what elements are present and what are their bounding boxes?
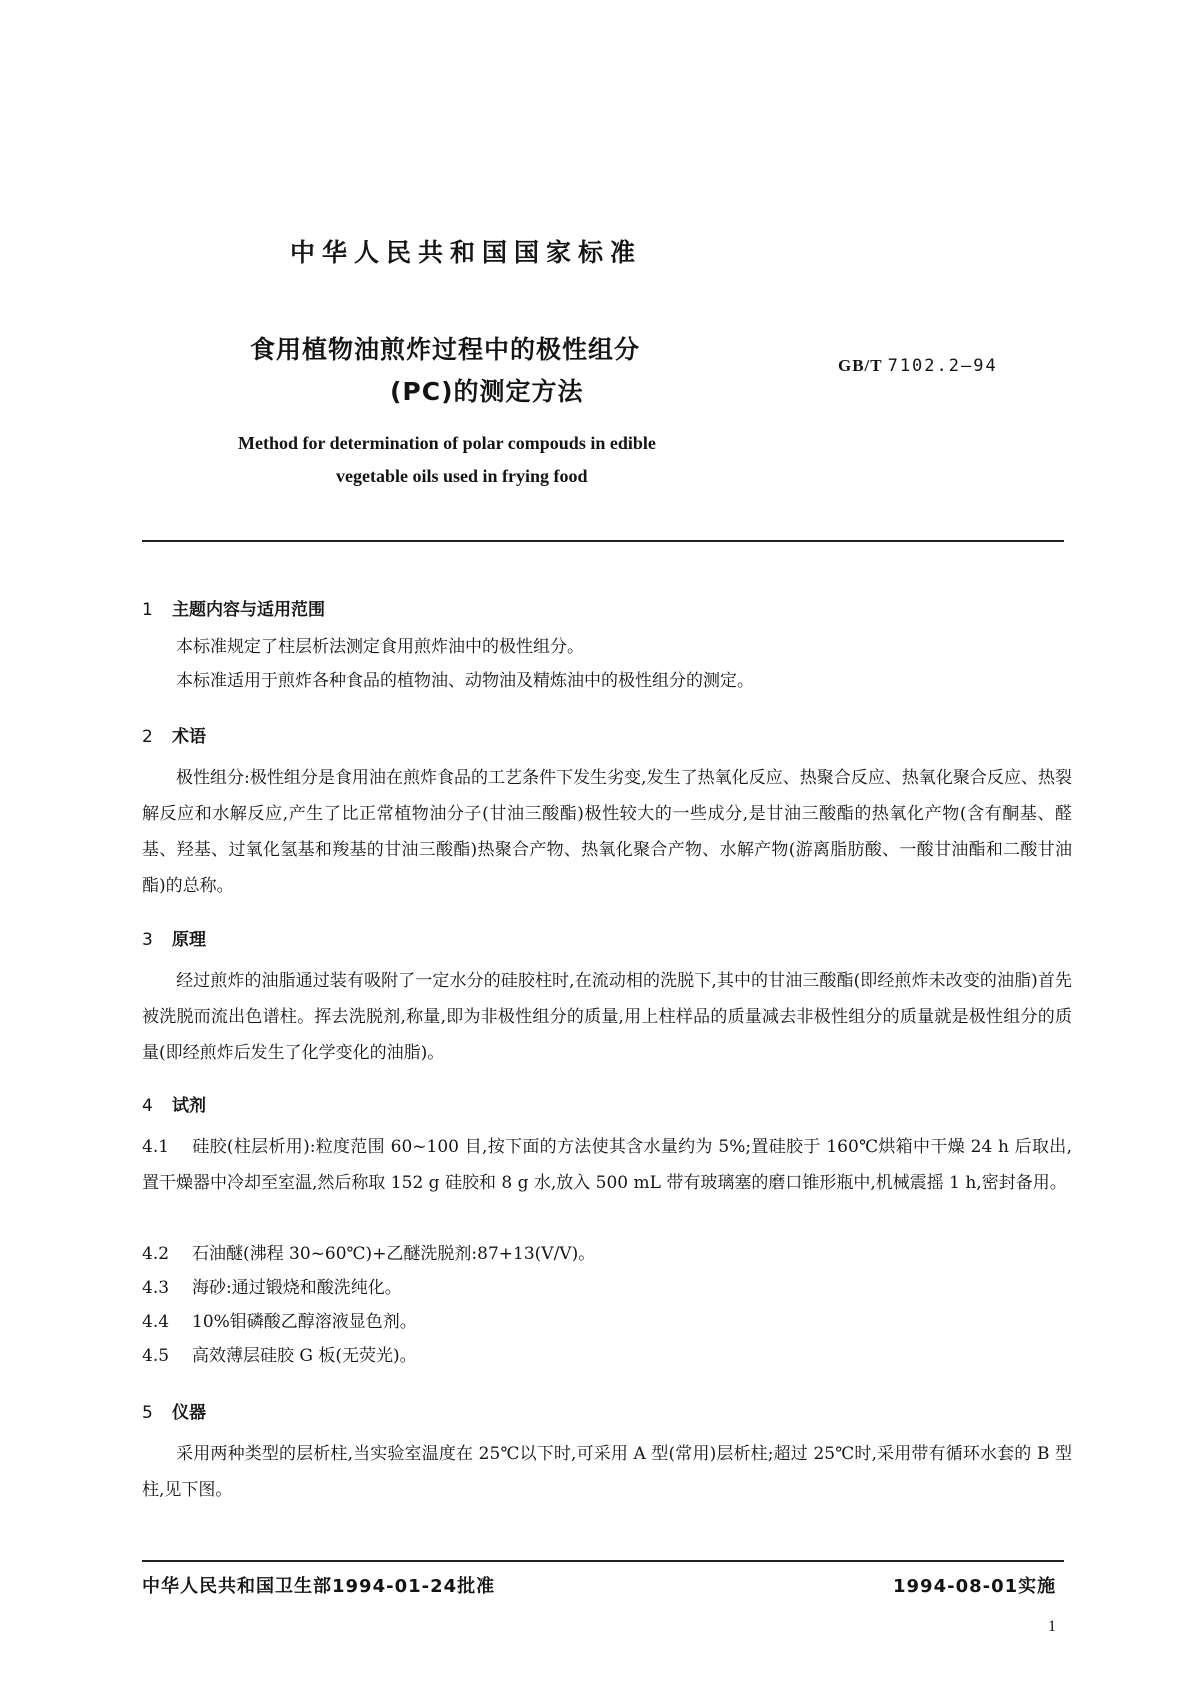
- section-5-paragraph-1: 采用两种类型的层析柱,当实验室温度在 25℃以下时,可采用 A 型(常用)层析柱;超过 25℃时,采用带有循环水套的 B 型柱,见下图。: [142, 1444, 1072, 1500]
- implementation-date: 1994-08-01实施: [893, 1576, 1057, 1597]
- reagent-item-4-1: [142, 1129, 1072, 1201]
- reagent-item-4-3: [142, 1270, 1072, 1306]
- section-3-paragraph-1: 经过煎炸的油脂通过装有吸附了一定水分的硅胶柱时,在流动相的洗脱下,其中的甘油三酸酯(即经煎炸未改变的油脂)首先被洗脱而流出色谱柱。挥去洗脱剂,称量,即为非极性组分的质量,用上柱样品的质量减去非极性组分的质量就是极性组分的质量(即经煎炸后发生了化学变化的油脂)。: [142, 971, 1072, 1063]
- section-heading-3: [142, 925, 206, 950]
- section-heading-1: [142, 595, 325, 620]
- item-number: 4.1: [142, 1137, 170, 1157]
- page-number: 1: [1048, 1618, 1056, 1635]
- footer-divider: [142, 1560, 1064, 1562]
- title-cn-line-2: (PC)的测定方法: [390, 377, 584, 406]
- item-number: 4.5: [142, 1346, 170, 1366]
- section-number: 3: [142, 930, 153, 950]
- standard-code-prefix: GB/T: [838, 356, 883, 375]
- title-en-line-1: Method for determination of polar compouds in edible: [238, 433, 656, 453]
- item-number: 4.4: [142, 1312, 170, 1332]
- section-title: 术语: [172, 727, 206, 747]
- section-heading-2: [142, 722, 206, 747]
- section-number: 5: [142, 1403, 153, 1423]
- item-text: 高效薄层硅胶 G 板(无荧光)。: [192, 1346, 417, 1366]
- item-text: 硅胶(柱层析用):粒度范围 60~100 目,按下面的方法使其含水量约为 5%;置硅胶于 160℃烘箱中干燥 24 h 后取出,置干燥器中冷却至室温,然后称取 152 g 硅胶和 8 g 水,放入 500 mL 带有玻璃塞的磨口锥形瓶中,机械震摇 1 h,密封备用。: [142, 1137, 1072, 1193]
- header-divider: [142, 540, 1064, 542]
- title-en-line-2: vegetable oils used in frying food: [336, 466, 588, 486]
- section-title: 主题内容与适用范围: [172, 600, 325, 620]
- standard-code-number: 7102.2—94: [887, 356, 998, 376]
- section-number: 2: [142, 727, 153, 747]
- section-heading-4: [142, 1091, 206, 1116]
- section-title: 仪器: [172, 1403, 206, 1423]
- item-number: 4.3: [142, 1278, 170, 1298]
- section-2-paragraph-1: 极性组分:极性组分是食用油在煎炸食品的工艺条件下发生劣变,发生了热氧化反应、热聚合反应、热氧化聚合反应、热裂解反应和水解反应,产生了比正常植物油分子(甘油三酸酯)极性较大的一些成分,是甘油三酸酯的热氧化产物(含有酮基、醛基、羟基、过氧化氢基和羧基的甘油三酸酯)热聚合产物、热氧化聚合产物、水解产物(游离脂肪酸、一酸甘油酯和二酸甘油酯)的总称。: [142, 768, 1072, 896]
- section-title: 试剂: [172, 1096, 206, 1116]
- reagent-item-4-2: [142, 1236, 1072, 1272]
- section-heading-5: [142, 1398, 206, 1423]
- reagent-item-4-4: [142, 1304, 1072, 1340]
- section-number: 4: [142, 1096, 153, 1116]
- section-title: 原理: [172, 930, 206, 950]
- standard-category-title: 中华人民共和国国家标准: [290, 238, 643, 267]
- approval-line: 中华人民共和国卫生部1994-01-24批准: [142, 1576, 496, 1597]
- section-1-paragraph-1: 本标准规定了柱层析法测定食用煎炸油中的极性组分。: [176, 637, 584, 657]
- section-number: 1: [142, 600, 153, 620]
- item-text: 10%钼磷酸乙醇溶液显色剂。: [192, 1312, 417, 1332]
- title-cn-line-1: 食用植物油煎炸过程中的极性组分: [250, 335, 641, 364]
- item-text: 石油醚(沸程 30~60℃)+乙醚洗脱剂:87+13(V/V)。: [192, 1244, 596, 1264]
- section-1-paragraph-2: 本标准适用于煎炸各种食品的植物油、动物油及精炼油中的极性组分的测定。: [176, 671, 754, 691]
- item-text: 海砂:通过锻烧和酸洗纯化。: [192, 1278, 402, 1298]
- reagent-item-4-5: [142, 1338, 1072, 1374]
- standard-code: [838, 356, 998, 376]
- item-number: 4.2: [142, 1244, 170, 1264]
